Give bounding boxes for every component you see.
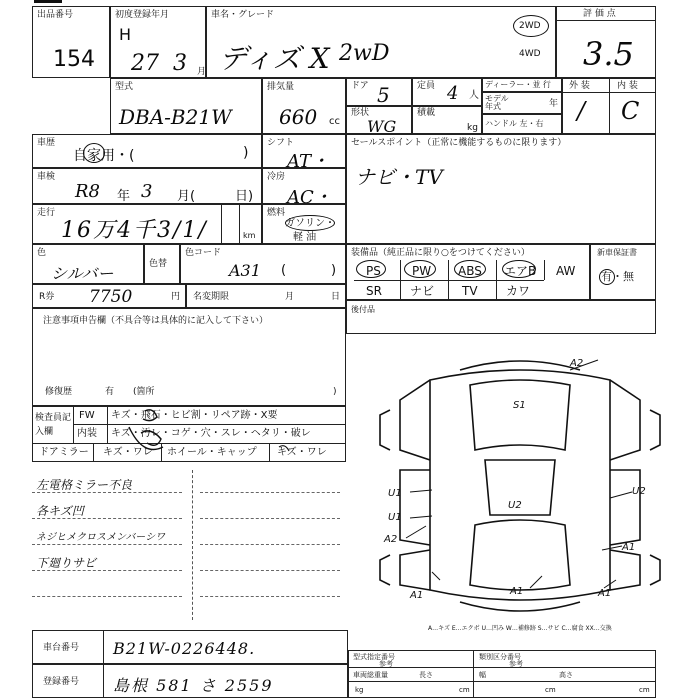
registration-month: 3	[173, 51, 187, 76]
model-grade-label: 車名・グレード	[211, 10, 275, 20]
equip-pw: PW	[412, 264, 432, 278]
type-label: 型式	[115, 82, 134, 92]
registration-label: 登録番号	[43, 677, 80, 687]
handle-label: ハンドル 左・右	[485, 119, 544, 128]
doors-label: ドア	[351, 81, 369, 91]
history-close: )	[243, 145, 249, 161]
name-change-label: 名変期限	[193, 292, 230, 302]
dealer-cell	[482, 78, 562, 92]
fuel-petrol: ガソリン・	[285, 218, 335, 229]
color-value: シルバー	[51, 264, 114, 283]
equip-grid-col-line	[400, 260, 401, 300]
sales-point-cell	[346, 134, 656, 244]
mileage-box-divider-2	[239, 205, 240, 243]
sales-point-label: セールスポイント（正常に機能するものに限ります）	[351, 138, 567, 148]
form-col-line	[473, 651, 474, 697]
equipment-label: 装備品（純正品に限り○をつけてください）	[351, 248, 530, 258]
day-char: 日)	[235, 189, 254, 204]
lot-number-label: 出品番号	[37, 10, 74, 20]
equip-navi: ナビ	[410, 284, 435, 298]
fw-head: FW	[79, 410, 95, 421]
equip-tv: TV	[462, 284, 478, 298]
note-line-1: 左電格ミラー不良	[36, 478, 133, 492]
sales-point-value: ナビ・TV	[355, 165, 443, 189]
color-code-paren-open: (	[281, 263, 287, 278]
door-mirror-head: ドアミラー	[39, 447, 89, 458]
kg-unit: kg	[467, 123, 478, 133]
repair-value: 有	[105, 387, 115, 397]
interior-items: キズ・汚レ・コゲ・穴・スレ・ヘタリ・破レ	[111, 428, 311, 439]
form-ref-1: 参考	[379, 660, 393, 668]
diag-label-a2-top: A2	[570, 358, 584, 369]
equip-airbag: エアB	[504, 264, 537, 278]
color-cell	[32, 244, 144, 284]
color-code-label: 色コード	[185, 248, 222, 258]
diag-label-a1-bottom-center: A1	[510, 586, 524, 597]
inspection-era: R8	[75, 181, 101, 202]
cm-width: cm	[545, 686, 556, 694]
note-line	[32, 596, 182, 597]
note-line	[200, 544, 340, 545]
note-line	[32, 544, 182, 545]
registration-value: 島根 581 さ 2559	[113, 676, 274, 695]
inspection-year: 3	[141, 181, 153, 202]
diag-label-a1-bottom-right: A1	[598, 588, 612, 599]
diag-label-u1-b: U1	[388, 512, 402, 523]
inspection-label: 車検	[37, 172, 56, 182]
history-cell	[32, 134, 262, 168]
equip-ps: PS	[366, 264, 381, 278]
first-registration-cell	[110, 6, 206, 78]
ext-int-cell	[562, 78, 656, 134]
model-year-cell	[482, 92, 562, 114]
note-line-3: ネジヒメクロスメンバーシワ	[36, 532, 166, 543]
note-line-2: 各キズ凹	[36, 504, 84, 518]
era: H	[119, 25, 132, 44]
equip-grid-col-line	[496, 260, 497, 300]
type-cell	[110, 78, 262, 134]
color-code-value: A31	[229, 261, 261, 280]
shift-label: シフト	[267, 138, 295, 148]
notes-divider	[192, 470, 193, 620]
form-label-2: 類別区分番号	[479, 653, 521, 661]
diagram-legend: A…キズ E…エクボ U…凹み W…補修跡 S…サビ C…腐食 XX…交換	[428, 625, 612, 632]
displacement-value: 660	[279, 105, 318, 129]
name-change-cell	[186, 284, 346, 308]
equip-leather: カワ	[506, 284, 531, 298]
footer-col-line	[103, 665, 104, 697]
length-label: 長さ	[419, 671, 433, 679]
fw-items: キズ・飛石・ヒビ割・リペア跡・X要	[111, 410, 278, 421]
diag-label-s1: S1	[513, 400, 526, 411]
type-value: DBA-B21W	[119, 105, 232, 129]
inspector-cell	[32, 406, 346, 462]
kg-footer: kg	[355, 686, 364, 694]
footer-col-line	[103, 631, 104, 663]
color-change-label: 色替	[149, 259, 168, 269]
form-label-1: 型式指定番号	[353, 653, 395, 661]
diag-label-a1-bottom-left: A1	[410, 590, 424, 601]
int-label: 内 装	[617, 81, 638, 91]
mileage-value: 16万4千3/1/	[61, 218, 208, 243]
ac-cell	[262, 168, 346, 208]
color-code-paren-close: )	[331, 263, 337, 278]
doors-cell	[346, 78, 412, 106]
load-label: 積載	[417, 108, 436, 118]
height-label: 高さ	[559, 671, 573, 679]
shift-value: AT・	[287, 151, 330, 172]
score-cell	[556, 6, 656, 78]
capacity-value: 4	[447, 83, 459, 104]
color-change-cell	[144, 244, 180, 284]
month-char: 月(	[177, 189, 196, 204]
month-unit: 月	[197, 67, 207, 77]
wheel-items: キズ・ワレ	[277, 447, 327, 458]
fuel-label: 燃料	[267, 208, 286, 218]
displacement-cell	[262, 78, 346, 134]
model-year-label: モデル年式	[485, 94, 509, 111]
capacity-cell	[412, 78, 482, 106]
diag-label-u2-center: U2	[508, 500, 522, 511]
drive-handwritten: 2wD	[339, 41, 390, 66]
diag-label-a2-left: A2	[384, 534, 398, 545]
ac-label: 冷房	[267, 172, 286, 182]
fuel-cell	[262, 204, 346, 244]
int-grade: C	[621, 97, 640, 125]
note-line	[200, 570, 340, 571]
diag-label-u1-a: U1	[388, 488, 402, 499]
cm-height: cm	[639, 686, 650, 694]
shape-value: WG	[367, 117, 397, 136]
inspector-label: 検査員記入欄	[35, 413, 72, 437]
chassis-value: B21W-0226448.	[113, 639, 256, 658]
notice-label: 注意事項申告欄（不具合等は具体的に記入して下さい）	[43, 316, 269, 326]
drive-4wd: 4WD	[519, 49, 541, 59]
mileage-cell	[32, 204, 262, 244]
score-label: 評 価 点	[583, 9, 616, 19]
km-unit: km	[243, 231, 256, 240]
car-damage-diagram	[370, 340, 670, 630]
form-spec-cell	[348, 650, 656, 698]
handwritten-notes-area	[32, 462, 346, 622]
width-label: 幅	[479, 671, 486, 679]
equip-grid-col-line	[544, 260, 545, 280]
repair-close: )	[333, 387, 337, 397]
model-grade-cell	[206, 6, 556, 78]
score: 3.5	[583, 35, 634, 73]
doors-value: 5	[377, 83, 390, 107]
color-code-cell	[180, 244, 346, 284]
load-cell	[412, 106, 482, 134]
post-install-label: 後付品	[351, 305, 375, 314]
inspection-cell	[32, 168, 262, 204]
drive-2wd: 2WD	[519, 21, 541, 31]
name-change-day: 日	[331, 292, 341, 302]
note-line-4: 下廻りサビ	[36, 556, 97, 570]
repair-label: 修復歴	[45, 387, 73, 397]
warranty-options: 有・無	[601, 270, 634, 283]
note-line	[200, 492, 340, 493]
history-value: 自家用・(	[73, 148, 135, 164]
equip-abs: ABS	[458, 264, 482, 278]
wheel-head: ホイール・キャップ	[167, 447, 257, 458]
equipment-grid	[354, 260, 588, 300]
displacement-label: 排気量	[267, 82, 295, 92]
chassis-cell	[32, 630, 348, 664]
mileage-label: 走行	[37, 208, 56, 218]
equip-sr: SR	[366, 284, 382, 298]
warranty-label: 新車保証書	[597, 248, 637, 257]
registration-year: 27	[131, 51, 159, 76]
ac-value: AC・	[287, 187, 332, 208]
fuel-diesel: 軽 油	[293, 232, 317, 243]
chassis-label: 車台番号	[43, 643, 80, 653]
yen-unit: 円	[171, 292, 181, 302]
color-label: 色	[37, 248, 47, 258]
diag-label-u2-right: U2	[632, 486, 646, 497]
ext-label: 外 装	[569, 81, 590, 91]
notice-cell	[32, 308, 346, 406]
recycle-value: 7750	[89, 287, 133, 307]
handle-cell	[482, 114, 562, 134]
shape-label: 形状	[351, 108, 370, 118]
equip-grid-col-line	[448, 260, 449, 300]
interior-head: 内装	[77, 428, 97, 439]
mileage-box-divider	[221, 205, 222, 243]
dealer-label: ディーラー・並 行	[485, 80, 551, 89]
corner-tab	[34, 0, 62, 3]
form-row-line	[349, 681, 655, 682]
lot-number-cell	[32, 6, 110, 78]
year-unit: 年	[549, 99, 559, 109]
person-unit: 人	[469, 90, 479, 101]
warranty-cell	[590, 244, 656, 300]
door-mirror-items: キズ・ワレ	[103, 447, 153, 458]
repair-location: (箇所	[133, 387, 155, 397]
shift-cell	[262, 134, 346, 172]
equip-aw: AW	[556, 264, 576, 278]
capacity-label: 定員	[417, 81, 436, 91]
year-char: 年	[117, 189, 131, 204]
registration-cell	[32, 664, 348, 698]
form-ref-2: 参考	[509, 660, 523, 668]
weight-label: 車両総重量	[353, 671, 388, 679]
form-row-line	[349, 667, 655, 668]
lot-number: 154	[53, 47, 95, 72]
cc-unit: cc	[329, 116, 340, 127]
shape-cell	[346, 106, 412, 134]
cm-length: cm	[459, 686, 470, 694]
equip-grid-row-line	[354, 280, 544, 281]
recycle-cell	[32, 284, 186, 308]
recycle-label: R券	[39, 292, 55, 302]
model-name: ディズ X	[219, 42, 330, 75]
inspector-marks	[33, 407, 347, 463]
diag-label-a1-right: A1	[622, 542, 636, 553]
post-install-cell	[346, 300, 656, 334]
ext-grade: /	[577, 97, 586, 125]
note-line	[200, 596, 340, 597]
history-label: 車歴	[37, 138, 56, 148]
first-registration-label: 初度登録年月	[115, 10, 170, 20]
ext-int-divider	[609, 79, 610, 133]
note-line	[200, 518, 340, 519]
name-change-month: 月	[285, 292, 295, 302]
